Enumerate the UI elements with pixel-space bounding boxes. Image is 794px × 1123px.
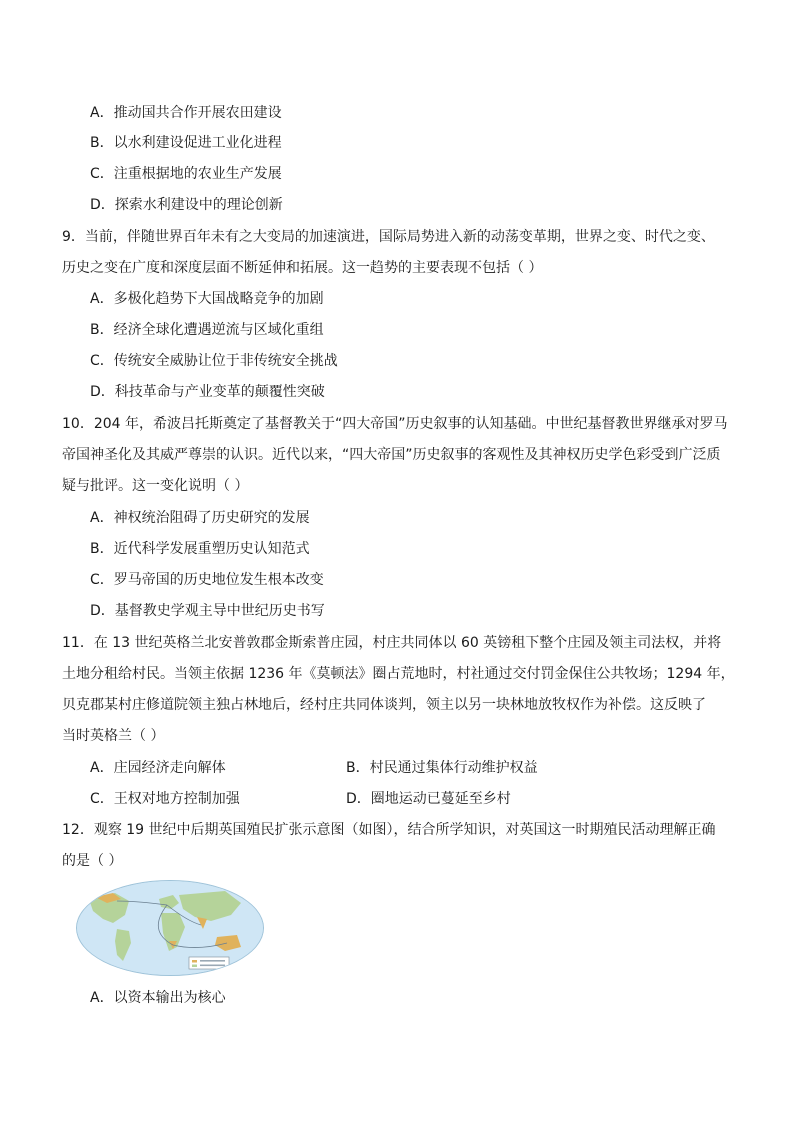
q9-option-b: B．经济全球化遭遇逆流与区域化重组: [90, 322, 324, 338]
q10-stem-line-2: 帝国神圣化及其威严尊崇的认识。近代以来，“四大帝国”历史叙事的客观性及其神权历史学色彩受到广泛质: [62, 447, 721, 463]
world-map-icon: [76, 880, 264, 976]
q8-option-b: B．以水利建设促进工业化进程: [90, 135, 282, 151]
q12-stem-line-1: 12．观察 19 世纪中后期英国殖民扩张示意图（如图），结合所学知识，对英国这一时期殖民活动理解正确: [62, 822, 716, 838]
legend-text-line: [200, 965, 225, 967]
legend-text-line: [200, 960, 225, 962]
q12-option-a: A．以资本输出为核心: [90, 990, 226, 1006]
q11-option-b: B．村民通过集体行动维护权益: [346, 760, 538, 776]
q11-option-a: A．庄园经济走向解体: [90, 760, 226, 776]
q10-option-b: B．近代科学发展重塑历史认知范式: [90, 541, 310, 557]
q10-stem-line-1: 10．204 年，希波吕托斯奠定了基督教关于“四大帝国”历史叙事的认知基础。中世纪基督教世界继承对罗马: [62, 416, 728, 432]
q9-stem-line-2: 历史之变在广度和深度层面不断延伸和拓展。这一趋势的主要表现不包括（ ）: [62, 260, 543, 276]
q10-stem-line-3: 疑与批评。这一变化说明（ ）: [62, 478, 249, 494]
q11-option-c: C．王权对地方控制加强: [90, 791, 240, 807]
legend-swatch-land: [192, 965, 197, 968]
legend-swatch-colony: [192, 960, 197, 963]
q11-option-d: D．圈地运动已蔓延至乡村: [346, 791, 511, 807]
q8-option-a: A．推动国共合作开展农田建设: [90, 105, 282, 121]
q8-option-d: D．探索水利建设中的理论创新: [90, 197, 283, 213]
q12-stem-line-2: 的是（ ）: [62, 853, 123, 869]
q10-option-c: C．罗马帝国的历史地位发生根本改变: [90, 572, 324, 588]
q11-stem-line-4: 当时英格兰（ ）: [62, 728, 165, 744]
q9-option-a: A．多极化趋势下大国战略竞争的加剧: [90, 291, 324, 307]
q10-option-d: D．基督教史学观主导中世纪历史书写: [90, 603, 325, 619]
q9-option-c: C．传统安全威胁让位于非传统安全挑战: [90, 353, 338, 369]
colonial-map-drawing: [77, 881, 263, 975]
q11-stem-line-3: 贝克郡某村庄修道院领主独占林地后，经村庄共同体谈判，领主以另一块林地放牧权作为补偿。这反映了: [62, 697, 706, 713]
q11-stem-line-2: 土地分租给村民。当领主依据 1236 年《莫顿法》圈占荒地时，村社通过交付罚金保住公共牧场；1294 年，: [62, 666, 735, 682]
q9-stem-line-1: 9．当前，伴随世界百年未有之大变局的加速演进，国际局势进入新的动荡变革期，世界之变、时代之变、: [62, 229, 715, 245]
map-legend-box: [189, 957, 229, 969]
q9-option-d: D．科技革命与产业变革的颠覆性突破: [90, 384, 325, 400]
q8-option-c: C．注重根据地的农业生产发展: [90, 166, 282, 182]
q11-stem-line-1: 11．在 13 世纪英格兰北安普敦郡金斯索普庄园，村庄共同体以 60 英镑租下整个庄园及领主司法权，并将: [62, 635, 722, 651]
q10-option-a: A．神权统治阻碍了历史研究的发展: [90, 510, 310, 526]
